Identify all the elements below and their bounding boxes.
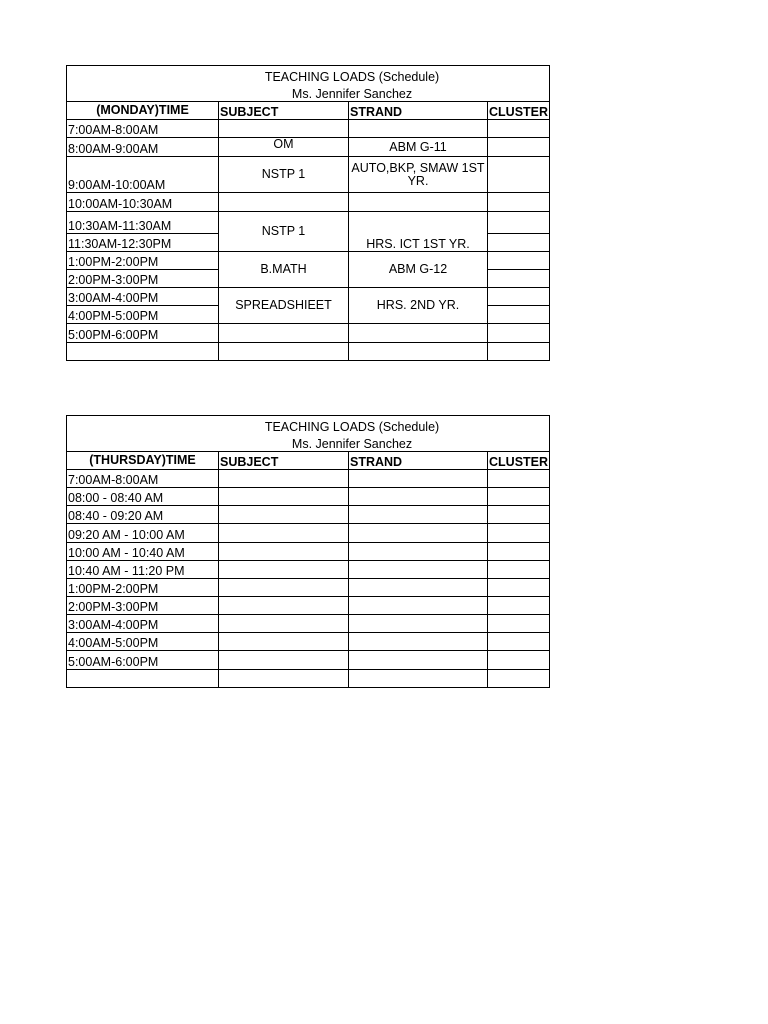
cluster-cell xyxy=(488,157,550,193)
time-cell: 10:40 AM - 11:20 PM xyxy=(67,561,219,579)
strand-cell xyxy=(349,120,488,138)
subject-cell xyxy=(219,561,349,579)
time-cell: 1:00PM-2:00PM xyxy=(67,579,219,597)
time-cell: 5:00AM-6:00PM xyxy=(67,651,219,670)
subject-cell: B.MATH xyxy=(219,252,349,288)
cluster-cell xyxy=(488,234,550,252)
thursday-header-subject: SUBJECT xyxy=(219,452,349,470)
strand-cell: ABM G-12 xyxy=(349,252,488,288)
cluster-cell xyxy=(488,615,550,633)
cluster-cell xyxy=(488,120,550,138)
thursday-header-time: (THURSDAY)TIME xyxy=(67,452,219,470)
time-cell: 10:00 AM - 10:40 AM xyxy=(67,543,219,561)
subject-cell xyxy=(219,343,349,361)
strand-cell xyxy=(349,324,488,343)
strand-cell xyxy=(349,615,488,633)
subject-cell xyxy=(219,633,349,651)
subject-cell xyxy=(219,651,349,670)
cluster-cell xyxy=(488,212,550,234)
time-cell: 5:00PM-6:00PM xyxy=(67,324,219,343)
subject-cell: SPREADSHIEET xyxy=(219,288,349,324)
subject-cell xyxy=(219,597,349,615)
cluster-cell xyxy=(488,343,550,361)
time-cell xyxy=(67,343,219,361)
monday-header-time: (MONDAY)TIME xyxy=(67,102,219,120)
cluster-cell xyxy=(488,270,550,288)
subject-cell xyxy=(219,193,349,212)
strand-cell: ABM G-11 xyxy=(349,138,488,157)
subject-cell xyxy=(219,470,349,488)
subject-cell xyxy=(219,488,349,506)
subject-cell xyxy=(219,615,349,633)
cluster-cell xyxy=(488,651,550,670)
strand-cell xyxy=(349,488,488,506)
time-cell: 4:00PM-5:00PM xyxy=(67,306,219,324)
time-cell: 10:00AM-10:30AM xyxy=(67,193,219,212)
time-cell: 11:30AM-12:30PM xyxy=(67,234,219,252)
time-cell: 08:40 - 09:20 AM xyxy=(67,506,219,524)
strand-cell xyxy=(349,670,488,688)
thursday-title: TEACHING LOADS (Schedule) xyxy=(264,419,440,434)
monday-title: TEACHING LOADS (Schedule) xyxy=(264,69,440,84)
time-cell: 3:00AM-4:00PM xyxy=(67,615,219,633)
thursday-header-strand: STRAND xyxy=(349,452,488,470)
subject-cell xyxy=(219,670,349,688)
subject-cell: NSTP 1 xyxy=(219,157,349,193)
cluster-cell xyxy=(488,193,550,212)
subject-cell: OM xyxy=(219,138,349,157)
cluster-cell xyxy=(488,470,550,488)
cluster-cell xyxy=(488,138,550,157)
cluster-cell xyxy=(488,306,550,324)
subject-cell xyxy=(219,579,349,597)
cluster-cell xyxy=(488,670,550,688)
time-cell: 08:00 - 08:40 AM xyxy=(67,488,219,506)
cluster-cell xyxy=(488,579,550,597)
time-cell: 7:00AM-8:00AM xyxy=(67,470,219,488)
strand-cell xyxy=(349,524,488,543)
cluster-cell xyxy=(488,506,550,524)
cluster-cell xyxy=(488,524,550,543)
cluster-cell xyxy=(488,324,550,343)
time-cell: 4:00AM-5:00PM xyxy=(67,633,219,651)
cluster-cell xyxy=(488,633,550,651)
subject-cell xyxy=(219,506,349,524)
time-cell: 9:00AM-10:00AM xyxy=(67,157,219,193)
strand-cell xyxy=(349,597,488,615)
cluster-cell xyxy=(488,561,550,579)
time-cell: 10:30AM-11:30AM xyxy=(67,212,219,234)
time-cell xyxy=(67,670,219,688)
strand-cell xyxy=(349,470,488,488)
subject-cell: NSTP 1 xyxy=(219,212,349,252)
subject-cell xyxy=(219,324,349,343)
cluster-cell xyxy=(488,597,550,615)
strand-cell xyxy=(349,343,488,361)
strand-cell xyxy=(349,579,488,597)
time-cell: 1:00PM-2:00PM xyxy=(67,252,219,270)
monday-schedule-table xyxy=(66,65,550,361)
time-cell: 2:00PM-3:00PM xyxy=(67,270,219,288)
time-cell: 2:00PM-3:00PM xyxy=(67,597,219,615)
cluster-cell xyxy=(488,288,550,306)
monday-header-cluster: CLUSTER xyxy=(488,102,550,120)
cluster-cell xyxy=(488,488,550,506)
strand-cell xyxy=(349,543,488,561)
strand-cell xyxy=(349,651,488,670)
strand-cell: AUTO,BKP, SMAW 1ST YR. xyxy=(349,157,488,193)
cluster-cell xyxy=(488,543,550,561)
thursday-teacher-name: Ms. Jennifer Sanchez xyxy=(291,437,413,451)
strand-cell xyxy=(349,506,488,524)
time-cell: 8:00AM-9:00AM xyxy=(67,138,219,157)
time-cell: 3:00AM-4:00PM xyxy=(67,288,219,306)
strand-cell: HRS. 2ND YR. xyxy=(349,288,488,324)
monday-header-subject: SUBJECT xyxy=(219,102,349,120)
time-cell: 09:20 AM - 10:00 AM xyxy=(67,524,219,543)
subject-cell xyxy=(219,524,349,543)
monday-teacher-name: Ms. Jennifer Sanchez xyxy=(291,87,413,101)
subject-cell xyxy=(219,543,349,561)
thursday-header-cluster: CLUSTER xyxy=(488,452,550,470)
thursday-schedule-table xyxy=(66,415,550,688)
time-cell: 7:00AM-8:00AM xyxy=(67,120,219,138)
strand-cell xyxy=(349,561,488,579)
cluster-cell xyxy=(488,252,550,270)
subject-cell xyxy=(219,120,349,138)
strand-cell: HRS. ICT 1ST YR. xyxy=(349,212,488,252)
strand-cell xyxy=(349,193,488,212)
monday-header-strand: STRAND xyxy=(349,102,488,120)
strand-cell xyxy=(349,633,488,651)
